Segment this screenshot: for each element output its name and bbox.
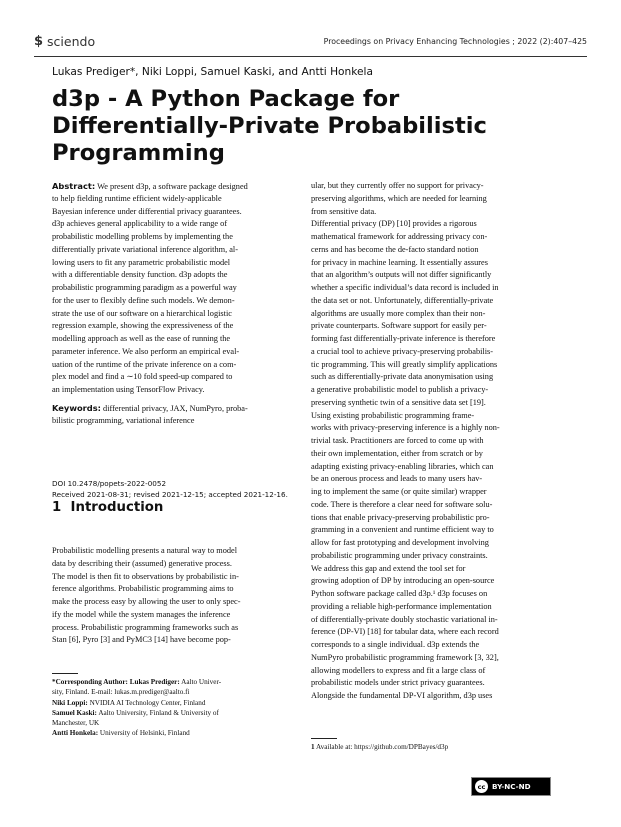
abstract-line: differentially private variational inference algorithm, al- xyxy=(52,244,238,254)
section-number: 1 xyxy=(52,500,62,515)
body-line: tions that enable privacy-preserving probabilistic pro- xyxy=(311,512,490,522)
abstract-line: uation of the runtime of the private inference on a com- xyxy=(52,359,237,369)
abstract-line: probabilistic modelling problems by implementing the xyxy=(52,232,233,241)
footnote-number: 1 xyxy=(311,743,315,751)
body-line: Python software package called d3p.¹ d3p focuses on xyxy=(311,589,488,598)
body-line: cerns and has become the de-facto standard notion xyxy=(311,244,479,254)
body-line: the data set or not. Unfortunately, differentially-private xyxy=(311,295,494,305)
affiliation-text: Aalto University, Finland & University of xyxy=(96,708,219,717)
intro-line: make the process easy by allowing the user to only spec- xyxy=(52,597,241,606)
abstract-line: d3p achieves general applicability to a wide range of xyxy=(52,219,228,229)
body-line: a generative probabilistic model to publish a privacy- xyxy=(311,385,489,394)
body-line: be an onerous process and leads to many users hav- xyxy=(311,474,483,484)
abstract-line: an implementation using TensorFlow Privacy. xyxy=(52,385,205,394)
abstract-line: plex model and find a ∼10 fold speed-up compared to xyxy=(52,372,233,382)
affiliation-name: *Corresponding Author: Lukas Prediger: xyxy=(52,678,180,686)
affiliation-name: Antti Honkela: xyxy=(52,729,99,738)
body-line: their own implementation, either from scratch or by xyxy=(311,448,483,458)
body-line: Differential privacy (DP) [10] provides a rigorous xyxy=(311,219,477,229)
abstract-line: modelling approach as well as the ease of running the xyxy=(52,334,231,343)
abstract-line: for the user to flexibly define such models. We demon- xyxy=(52,295,235,305)
keywords-label: Keywords: xyxy=(52,402,101,413)
body-line: gramming in a convenient and runtime efficient way to xyxy=(311,525,494,535)
abstract-line: We present d3p, a software package designed xyxy=(95,182,248,191)
header-rule xyxy=(34,56,587,57)
abstract xyxy=(52,180,304,397)
affiliation-text: Manchester, UK xyxy=(52,719,100,728)
abstract-line: parameter inference. We also perform an empirical eval- xyxy=(52,346,240,356)
body-line: growing adoption of DP by introducing an open-source xyxy=(311,576,495,586)
doi: DOI 10.2478/popets-2022-0052 xyxy=(52,479,167,488)
body-line: such as differentially-private data anonymisation using xyxy=(311,372,494,382)
body-line: preserving algorithms, which are needed for learning xyxy=(311,193,487,203)
intro-line: process. Probabilistic programming frameworks such as xyxy=(52,622,239,632)
affiliation-rule xyxy=(52,673,78,674)
title-line: Differentially-Private Probabilistic xyxy=(52,113,487,139)
author-list: Lukas Prediger*, Niki Loppi, Samuel Kaski, and Antti Honkela xyxy=(52,66,373,78)
body-line: whether a specific individual’s data record is included in xyxy=(311,283,499,292)
intro-line: The model is then fit to observations by probabilistic in- xyxy=(52,571,239,581)
abstract-line: lowing users to fit any parametric probabilistic model xyxy=(52,257,231,267)
affiliation-text: NVIDIA AI Technology Center, Finland xyxy=(87,698,206,707)
publisher-logo xyxy=(34,34,95,49)
body-line: private counterparts. Software support for easily per- xyxy=(311,321,487,331)
title-line: d3p - A Python Package for xyxy=(52,86,400,112)
intro-line: Stan [6], Pyro [3] and PyMC3 [14] have become pop- xyxy=(52,635,231,645)
body-line: tic programming. This will greatly simplify applications xyxy=(311,359,498,369)
abstract-line: probabilistic programming paradigm as a powerful way xyxy=(52,283,237,292)
body-line: corresponds to a single individual. d3p extends the xyxy=(311,640,480,649)
body-line: forming fast differentially-private inference is therefore xyxy=(311,334,496,343)
body-line: probabilistic models under strict privacy guarantees. xyxy=(311,678,485,688)
body-line: ing to implement the same (or quite similar) wrapper xyxy=(311,487,487,496)
intro-line: Probabilistic modelling presents a natural way to model xyxy=(52,546,238,555)
body-line: code. There is therefore a clear need for software solu- xyxy=(311,499,493,509)
article-meta xyxy=(52,478,288,500)
body-line: for privacy in machine learning. It essentially assures xyxy=(311,257,488,267)
paper-title xyxy=(52,86,572,167)
footnote xyxy=(311,742,448,752)
title-line: Programming xyxy=(52,140,225,166)
body-line: from sensitive data. xyxy=(311,206,377,216)
body-line: a crucial tool to achieve privacy-preserving probabilis- xyxy=(311,346,493,356)
affiliations xyxy=(52,677,221,739)
intro-line: data by describing their (assumed) generative process. xyxy=(52,558,232,568)
left-column xyxy=(52,180,304,427)
logo-text: sciendo xyxy=(47,34,96,49)
affiliation-name: Samuel Kaski: xyxy=(52,708,97,717)
intro-line: ify the model while the system manages the inference xyxy=(52,609,231,619)
body-line: algorithms are usually more complex than their non- xyxy=(311,308,486,318)
abstract-line: Bayesian inference under differential privacy guarantees. xyxy=(52,206,242,216)
creative-commons-icon: cc xyxy=(475,780,488,793)
body-line: probabilistic programming under privacy constraints. xyxy=(311,550,488,560)
keywords xyxy=(52,402,304,428)
license-badge[interactable] xyxy=(471,777,551,796)
dollar-s-logo-icon: $ xyxy=(34,34,44,49)
body-line: preserving synthetic twin of a sensitive data set [19]. xyxy=(311,397,486,407)
body-line: Using existing probabilistic programming frame- xyxy=(311,410,475,420)
footnote-text: Available at: https://github.com/DPBayes/d3p xyxy=(314,743,449,751)
abstract-line: regression example, showing the expressiveness of the xyxy=(52,321,234,331)
affiliation-text: sity, Finland. E-mail: lukas.m.prediger@aalto.fi xyxy=(52,688,190,697)
affiliation-text: Aalto Univer- xyxy=(179,678,222,686)
abstract-line: strate the use of our software on a hierarchical logistic xyxy=(52,308,232,318)
journal-info: Proceedings on Privacy Enhancing Technologies ; 2022 (2):407–425 xyxy=(323,37,587,46)
keywords-line: differential privacy, JAX, NumPyro, proba- xyxy=(100,403,248,413)
section-heading xyxy=(52,500,163,515)
footnote-rule xyxy=(311,738,337,739)
intro-text xyxy=(52,545,304,647)
abstract-line: with a differentiable density function. d3p adopts the xyxy=(52,270,228,280)
abstract-label: Abstract: xyxy=(52,181,96,191)
body-line: that an algorithm’s outputs will not differ significantly xyxy=(311,270,492,280)
keywords-line: bilistic programming, variational inference xyxy=(52,415,195,425)
body-line: works with privacy-preserving inference is a highly non- xyxy=(311,423,500,433)
body-line: trivial task. Practitioners are forced to come up with xyxy=(311,436,484,445)
body-line: Alongside the fundamental DP-VI algorithm, d3p uses xyxy=(311,691,493,700)
affiliation-text: University of Helsinki, Finland xyxy=(98,729,190,738)
body-line: of differentially-private doubly stochastic variational in- xyxy=(311,614,498,624)
body-line: allow for fast prototyping and development involving xyxy=(311,538,489,547)
section-title: Introduction xyxy=(70,500,164,515)
body-line: ference (DP-VI) [18] for tabular data, where each record xyxy=(311,627,499,637)
body-line: NumPyro probabilistic programming framework [3, 32], xyxy=(311,652,499,662)
body-line: allowing modellers to express and fit a large class of xyxy=(311,665,486,675)
body-line: providing a reliable high-performance implementation xyxy=(311,601,492,611)
abstract-line: to help fielding runtime efficient widely-applicable xyxy=(52,193,222,203)
body-line: ular, but they currently offer no support for privacy- xyxy=(311,181,484,190)
page-header xyxy=(34,34,587,54)
body-line: We address this gap and extend the tool set for xyxy=(311,563,466,573)
license-label: BY-NC-ND xyxy=(492,782,531,791)
body-line: mathematical framework for addressing privacy con- xyxy=(311,232,488,241)
intro-line: ference algorithms. Probabilistic programming aims to xyxy=(52,584,234,594)
body-line: adapting existing privacy-enabling libraries, which can xyxy=(311,461,494,471)
received-dates: Received 2021-08-31; revised 2021-12-15; accepted 2021-12-16. xyxy=(52,490,288,499)
affiliation-name: Niki Loppi: xyxy=(52,698,88,707)
right-column xyxy=(311,180,563,703)
